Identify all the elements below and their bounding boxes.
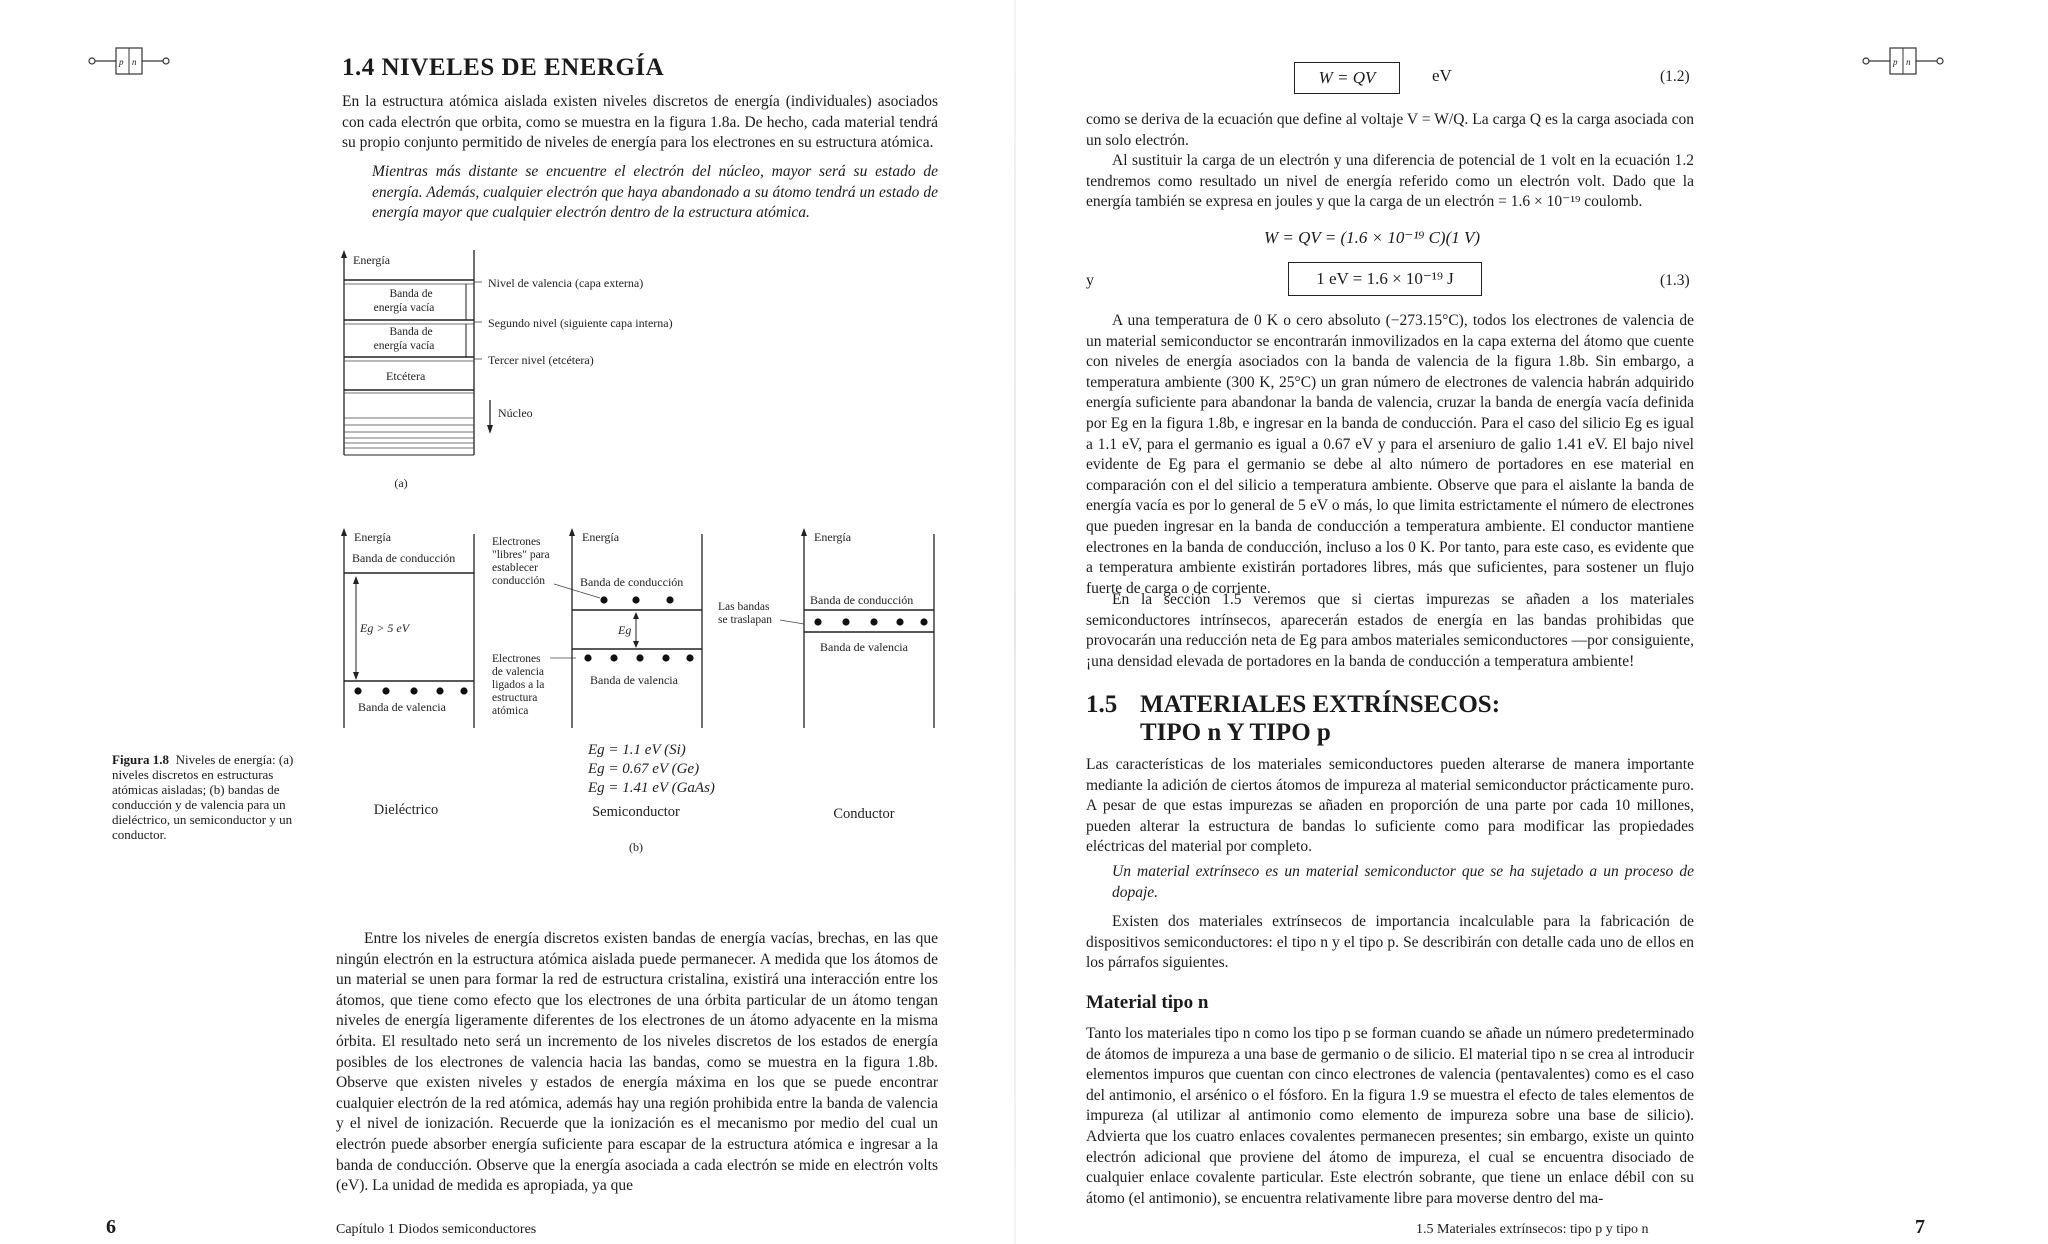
svg-text:se traslapan: se traslapan	[718, 614, 772, 626]
p-label-right: p	[1893, 57, 1898, 67]
page-number-left: 6	[106, 1216, 116, 1238]
valence-band-dielectric: Banda de valencia	[358, 700, 446, 714]
second-level-label: Segundo nivel (siguiente capa interna)	[488, 316, 673, 330]
p-n-diode-icon-right	[1860, 44, 1946, 78]
page-gutter	[1014, 0, 1016, 1244]
footer-right: 1.5 Materiales extrínsecos: tipo p y tipo n	[1416, 1222, 1649, 1237]
p-n-diode-icon	[86, 44, 172, 78]
energy-label-semiconductor: Energía	[582, 530, 620, 544]
paragraph-characteristics: Las características de los materiales semiconductores pueden alterarse de manera importante mediante la adición de ciertos átomos de impureza al material semiconductor prácticamente puro. A pesar de que estas impurezas se añaden en proporción de una parte por cada 10 millones, pueden alterar la estructura de bandas lo suficiente como para modificar las propiedades eléctricas del material por completo.	[1086, 756, 1694, 856]
section-title-1-5-line2: TIPO n Y TIPO p	[1140, 719, 1331, 746]
energy-label-conductor: Energía	[814, 530, 852, 544]
paragraph-voltage: como se deriva de la ecuación que define al voltaje V = W/Q. La carga Q es la carga asociada con un solo electrón.	[1086, 111, 1694, 149]
conduction-band-dielectric: Banda de conducción	[352, 551, 456, 565]
valence-band-conductor: Banda de valencia	[820, 640, 908, 654]
figure-a-label: (a)	[394, 476, 408, 490]
svg-text:energía vacía: energía vacía	[373, 340, 435, 352]
semiconductor-label: Semiconductor	[592, 804, 680, 820]
svg-text:Electrones: Electrones	[492, 653, 541, 665]
dielectric-label: Dieléctrico	[373, 802, 439, 818]
n-label-right: n	[1906, 57, 1911, 67]
intro-paragraph: En la estructura atómica aislada existen niveles discretos de energía (individuales) asociados con cada electrón que orbita, como se muestra en la figura 1.8a. De hecho, cada material tendrá su propio conjunto permitido de niveles de energía para los electrones en su estructura atómica.	[342, 93, 938, 152]
eg-semiconductor-label: Eg	[618, 623, 632, 637]
svg-text:Banda de: Banda de	[389, 326, 433, 338]
svg-text:de valencia: de valencia	[492, 666, 545, 678]
svg-text:"libres" para: "libres" para	[492, 549, 550, 561]
svg-text:Banda de: Banda de	[389, 288, 433, 300]
figure-caption	[112, 752, 308, 842]
equation-w-qv: W = QV = (1.6 × 10⁻¹⁹ C)(1 V)	[1264, 228, 1481, 247]
svg-text:conducción: conducción	[492, 575, 546, 587]
italic-definition: Un material extrínseco es un material semiconductor que se ha sujetado a un proceso de dopaje.	[1112, 863, 1694, 901]
conductor-label: Conductor	[833, 806, 895, 822]
section-title-1-5-line1: MATERIALES EXTRÍNSECOS:	[1140, 691, 1501, 718]
eg-si: Eg = 1.1 eV (Si)	[588, 742, 686, 758]
eg-gaas: Eg = 1.41 eV (GaAs)	[588, 780, 715, 796]
equation-1-2-unit: eV	[1432, 66, 1452, 85]
body-paragraph-left: Entre los niveles de energía discretos existen bandas de energía vacías, brechas, en las que ningún electrón en la estructura atómica aislada puede permanecer. A medida que los átomos de un material se unen para formar la red de estructura cristalina, existirá una interacción entre los átomos, que tiene como efecto que los electrones de una órbita particular de un átomo tengan niveles de energía ligeramente diferentes de los electrones de un átomo adyacente en la misma órbita. El resultado neto será un incremento de los niveles discretos de los estados de energía posibles de los electrones de valencia hacia las bandas, como se muestra en la figura 1.8b. Observe que existen niveles y estados de energía máxima en los que se puede encontrar cualquier electrón de la red atómica, además hay una región prohibida entre la banda de valencia y el nivel de ionización. Recuerde que la ionización es el mecanismo por medio del cual un electrón puede absorber energía suficiente para escapar de la estructura atómica e ingresar a la banda de conducción. Observe que la energía asociada a cada electrón se mide en electrón volts (eV). La unidad de medida es apropiada, ya que	[336, 930, 938, 1195]
svg-text:energía vacía: energía vacía	[373, 302, 435, 314]
equation-1-2-number: (1.2)	[1660, 68, 1690, 85]
footer-left: Capítulo 1 Diodos semiconductores	[336, 1222, 537, 1237]
valence-band-semiconductor: Banda de valencia	[590, 673, 678, 687]
caption-text: Niveles de energía: (a) niveles discretos en estructuras atómicas aisladas; (b) bandas de conducción y de valencia para un dieléctrico, un semiconductor y un conductor.	[112, 752, 294, 842]
figure-1-8a	[336, 250, 716, 492]
p-label: p	[119, 57, 124, 67]
n-label: n	[132, 57, 137, 67]
conduction-band-conductor: Banda de conducción	[810, 593, 914, 607]
eg-ge: Eg = 0.67 eV (Ge)	[588, 761, 700, 777]
paragraph-electron-volt: Al sustituir la carga de un electrón y una diferencia de potencial de 1 volt en la ecuación 1.2 tendremos como resultado un nivel de energía referido como un electrón volt. Dado que la energía también se expresa en joules y que la carga de un electrón = 1.6 × 10⁻¹⁹ coulomb.	[1086, 152, 1694, 211]
paragraph-n-type: Tanto los materiales tipo n como los tipo p se forman cuando se añade un número predeterminado de átomos de impureza a una base de germanio o de silicio. El material tipo n se crea al introducir elementos impuros que cuentan con cinco electrones de valencia (pentavalentes) como es el caso del antimonio, el arsénico o el fósforo. En la figura 1.9 se muestra el efecto de tales elementos de impureza (al utilizar al antimonio como elemento de impureza sobre una base de silicio). Advierta que los cuatro enlaces covalentes permanecen presentes; sin embargo, existe un quinto electrón adicional que proviene del átomo de impureza, el cual se encuentra disociado de cualquier enlace covalente particular. Este electrón sobrante, que tiene un enlace débil con su átomo (el antimonio), se encuentra relativamente libre para moverse dentro del ma-	[1086, 1025, 1694, 1207]
energy-label-dielectric: Energía	[354, 530, 392, 544]
page-number-right: 7	[1915, 1216, 1925, 1238]
svg-text:estructura: estructura	[492, 692, 538, 704]
figure-1-8b	[336, 528, 956, 856]
paragraph-two-materials: Existen dos materiales extrínsecos de importancia incalculable para la fabricación de dispositivos semiconductores: el tipo n y el tipo p. Se describirán con detalle cada uno de ellos en los párrafos siguientes.	[1086, 913, 1694, 972]
nucleus-label: Núcleo	[498, 406, 533, 420]
svg-text:Las bandas: Las bandas	[718, 601, 770, 613]
caption-title: Figura 1.8	[112, 752, 170, 767]
italic-note: Mientras más distante se encuentre el electrón del núcleo, mayor será su estado de energía. Además, cualquier electrón que haya abandonado a su átomo tendrá un estado de energía mayor que cualquier electrón dentro de la estructura atómica.	[372, 163, 938, 222]
section-number-1-5: 1.5	[1086, 691, 1118, 718]
figure-b-label: (b)	[629, 840, 643, 854]
paragraph-temperature: A una temperatura de 0 K o cero absoluto (−273.15°C), todos los electrones de valencia de un material semiconductor se encontrarán inmovilizados en la capa externa del átomo que cuente con niveles de energía asociados con la banda de valencia de la figura 1.8b. Sin embargo, a temperatura ambiente (300 K, 25°C) un gran número de electrones de valencia habrán adquirido energía suficiente para abandonar la banda de valencia, cruzar la banda de energía vacía definida por Eg en la figura 1.8b, e ingresar en la banda de conducción. Para el caso del silicio Eg es igual a 1.1 eV, para el germanio es igual a 0.67 eV y para el arseniuro de galio 1.41 eV. El bajo nivel evidente de Eg para el germanio se debe al alto número de portadores en ese material en comparación con el del silicio a temperatura ambiente. Observe que para el aislante la banda de energía vacía es por lo general de 5 eV o más, lo que limita estrictamente el número de electrones que pueden ingresar en la banda de conducción a temperatura ambiente. El conductor mantiene electrones en la banda de conducción, incluso a los 0 K. Por tanto, para este caso, es evidente que a temperatura ambiente existirán portadores libres, más que suficientes, para sostener un flujo fuerte de carga o de corriente.	[1086, 312, 1694, 597]
energy-label-a: Energía	[353, 253, 391, 267]
subsection-n-type: Material tipo n	[1086, 992, 1209, 1013]
valence-level-label: Nivel de valencia (capa externa)	[488, 276, 644, 290]
paragraph-impurities: En la sección 1.5 veremos que si ciertas impurezas se añaden a los materiales semiconductores intrínsecos, aparecerán estados de energía en las bandas prohibidas que provocarán una reducción neta de Eg para ambos materiales semiconductores —por consiguiente, ¡una densidad elevada de portadores en la banda de conducción a temperatura ambiente!	[1086, 591, 1694, 670]
svg-text:atómica: atómica	[492, 705, 529, 717]
conduction-band-semiconductor: Banda de conducción	[580, 575, 684, 589]
section-title-1-4: 1.4 NIVELES DE ENERGÍA	[342, 54, 665, 81]
equation-y: y	[1086, 272, 1094, 289]
etc-label: Etcétera	[386, 369, 426, 383]
svg-text:Electrones: Electrones	[492, 536, 541, 548]
svg-text:ligados a la: ligados a la	[492, 679, 545, 691]
eg-dielectric-label: Eg > 5 eV	[360, 621, 410, 635]
third-level-label: Tercer nivel (etcétera)	[488, 353, 594, 367]
svg-text:establecer: establecer	[492, 562, 538, 574]
equation-1-3-box: 1 eV = 1.6 × 10⁻¹⁹ J	[1288, 262, 1482, 296]
equation-1-3-number: (1.3)	[1660, 272, 1690, 289]
equation-1-2-box: W = QV	[1294, 62, 1400, 94]
